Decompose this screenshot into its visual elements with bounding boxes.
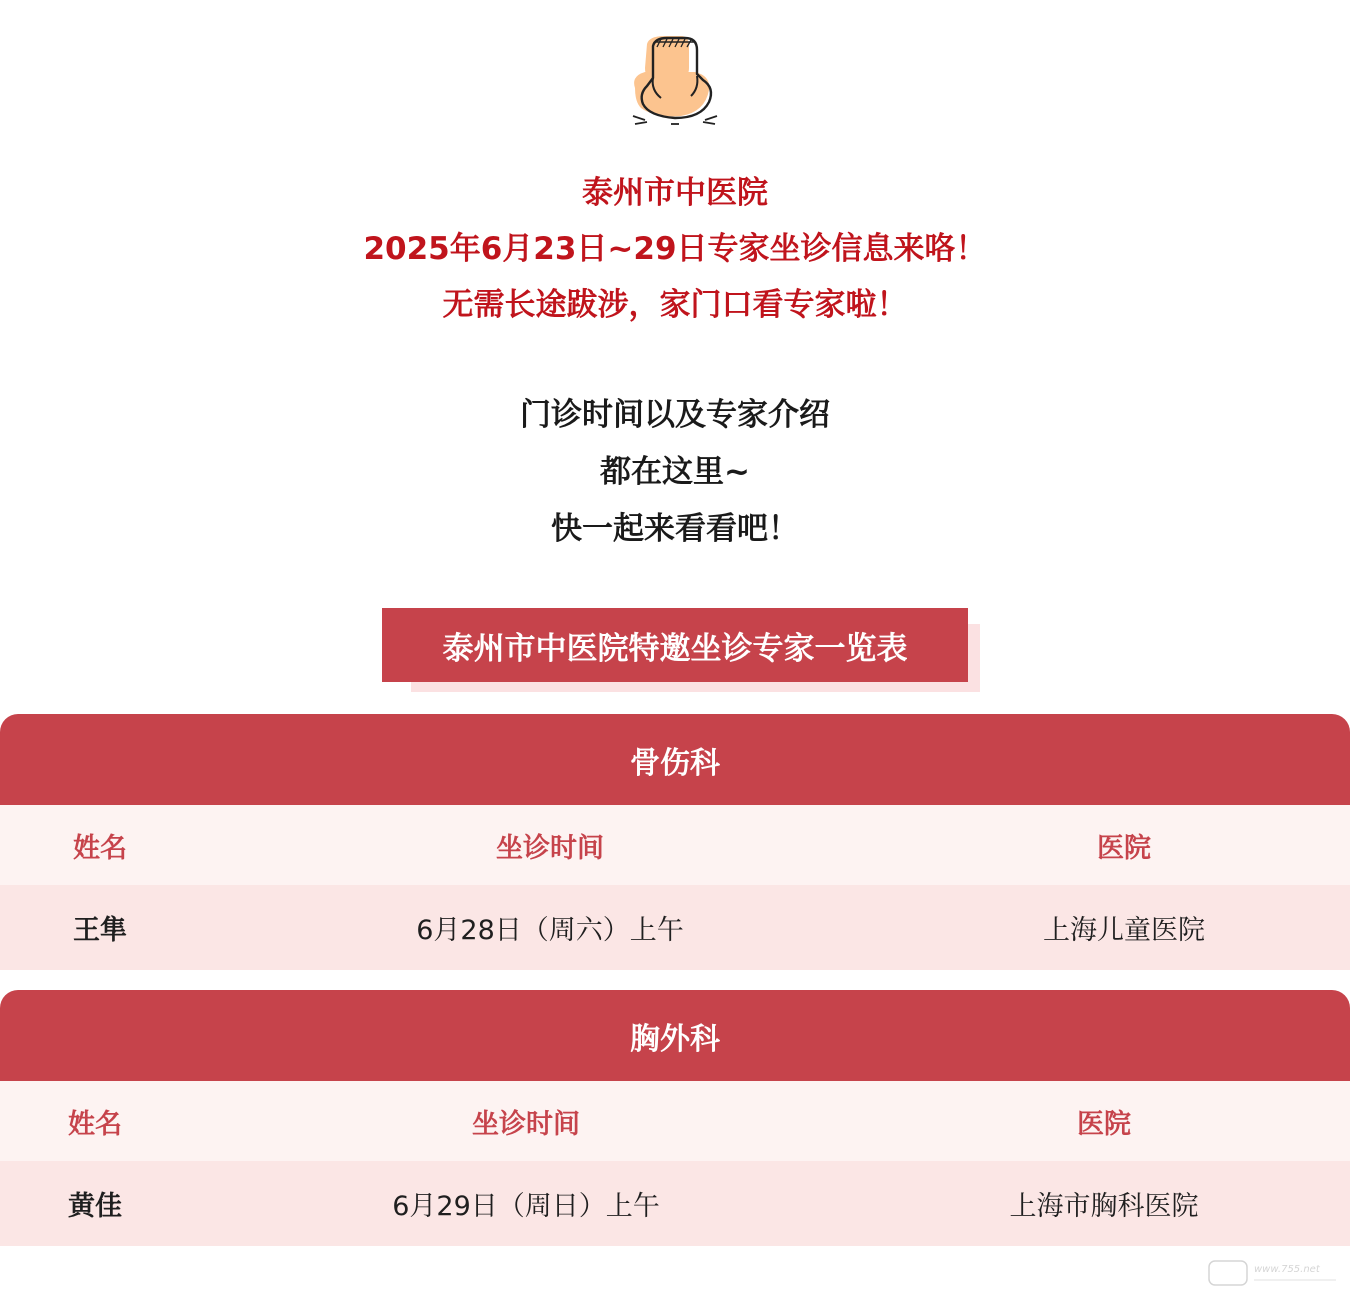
column-header-hospital: 医院	[1097, 832, 1151, 864]
intro-line-3: 快一起来看看吧！	[551, 511, 799, 547]
table-row	[0, 885, 1350, 970]
expert-hospital: 上海儿童医院	[1043, 915, 1205, 946]
tagline: 无需长途跋涉，家门口看专家啦！	[442, 287, 908, 323]
expert-hospital: 上海市胸科医院	[1009, 1191, 1199, 1222]
intro-line-2: 都在这里~	[600, 454, 750, 490]
column-header-name: 姓名	[73, 832, 127, 864]
column-header-hospital: 医院	[1077, 1108, 1131, 1140]
watermark-text: www.755.net	[1254, 1264, 1320, 1275]
clinic-time: 6月28日（周六）上午	[416, 915, 684, 946]
doodle-person-icon	[625, 32, 725, 132]
column-header-time: 坐诊时间	[496, 832, 604, 864]
table-header-row	[0, 805, 1350, 885]
department-table	[0, 990, 1350, 1246]
department-name: 骨伤科	[0, 714, 1350, 805]
column-header-time: 坐诊时间	[472, 1108, 580, 1140]
intro-line-1: 门诊时间以及专家介绍	[520, 397, 830, 433]
hospital-title: 泰州市中医院	[582, 175, 768, 211]
table-header-row	[0, 1081, 1350, 1161]
clinic-time: 6月29日（周日）上午	[392, 1191, 660, 1222]
site-logo-watermark	[1208, 1258, 1340, 1288]
expert-name: 黄佳	[68, 1191, 122, 1222]
department-table	[0, 714, 1350, 970]
table-row	[0, 1161, 1350, 1246]
expert-name: 王隼	[73, 915, 127, 946]
department-name: 胸外科	[0, 990, 1350, 1081]
expert-list-banner: 泰州市中医院特邀坐诊专家一览表	[382, 608, 968, 682]
column-header-name: 姓名	[68, 1108, 122, 1140]
schedule-headline: 2025年6月23日~29日专家坐诊信息来咯！	[363, 231, 987, 267]
